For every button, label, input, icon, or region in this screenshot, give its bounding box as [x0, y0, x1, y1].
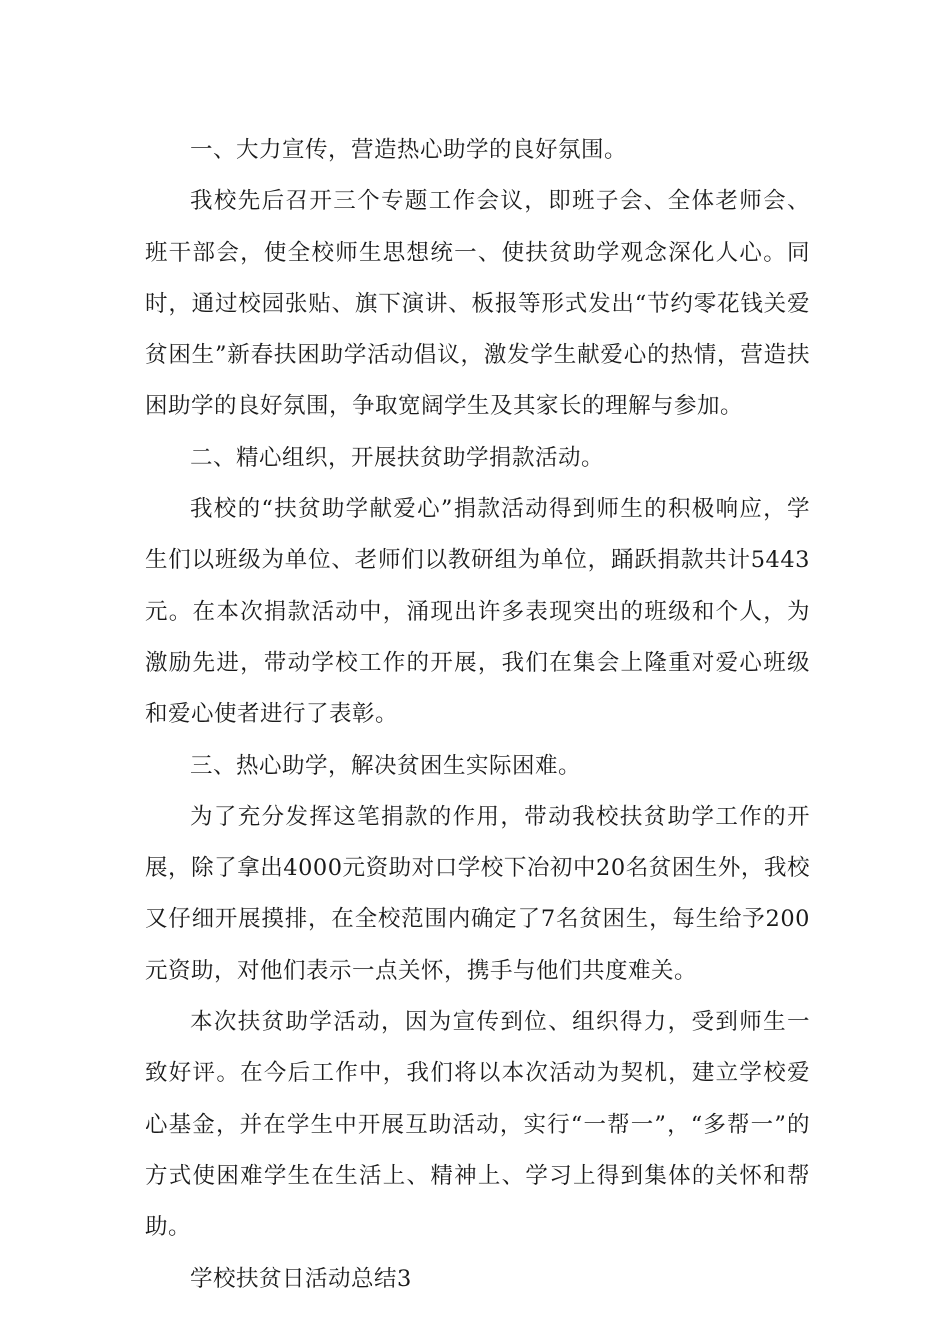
body-paragraph-3: 为了充分发挥这笔捐款的作用，带动我校扶贫助学工作的开展，除了拿出4000元资助对口学校下冶初中20名贫困生外，我校又仔细开展摸排，在全校范围内确定了7名贫困生，每生给予200元资助，对他们表示一点关怀，携手与他们共度难关。 — [145, 803, 810, 984]
body-paragraph-1: 我校先后召开三个专题工作会议，即班子会、全体老师会、班干部会，使全校师生思想统一、使扶贫助学观念深化人心。同时，通过校园张贴、旗下演讲、板报等形式发出“节约零花钱关爱贫困生”新春扶困助学活动倡议，激发学生献爱心的热情，营造扶困助学的良好氛围，争取宽阔学生及其家长的理解与参加。 — [145, 188, 810, 420]
section-heading-1: 一、大力宣传，营造热心助学的良好氛围。 — [190, 137, 628, 163]
document-body — [145, 125, 810, 1305]
body-paragraph-4: 本次扶贫助学活动，因为宣传到位、组织得力，受到师生一致好评。在今后工作中，我们将以本次活动为契机，建立学校爱心基金，并在学生中开展互助活动，实行“一帮一”，“多帮一”的方式使困难学生在生活上、精神上、学习上得到集体的关怀和帮助。 — [145, 1009, 810, 1241]
section-heading-2: 二、精心组织，开展扶贫助学捐款活动。 — [190, 444, 605, 471]
section-heading-3: 三、热心助学，解决贫困生实际困难。 — [190, 752, 582, 779]
document-subtitle: 学校扶贫日活动总结3 — [190, 1265, 412, 1292]
body-paragraph-2: 我校的“扶贫助学献爱心”捐款活动得到师生的积极响应，学生们以班级为单位、老师们以教研组为单位，踊跃捐款共计5443元。在本次捐款活动中，涌现出许多表现突出的班级和个人，为激励先进，带动学校工作的开展，我们在集会上隆重对爱心班级和爱心使者进行了表彰。 — [145, 496, 810, 728]
